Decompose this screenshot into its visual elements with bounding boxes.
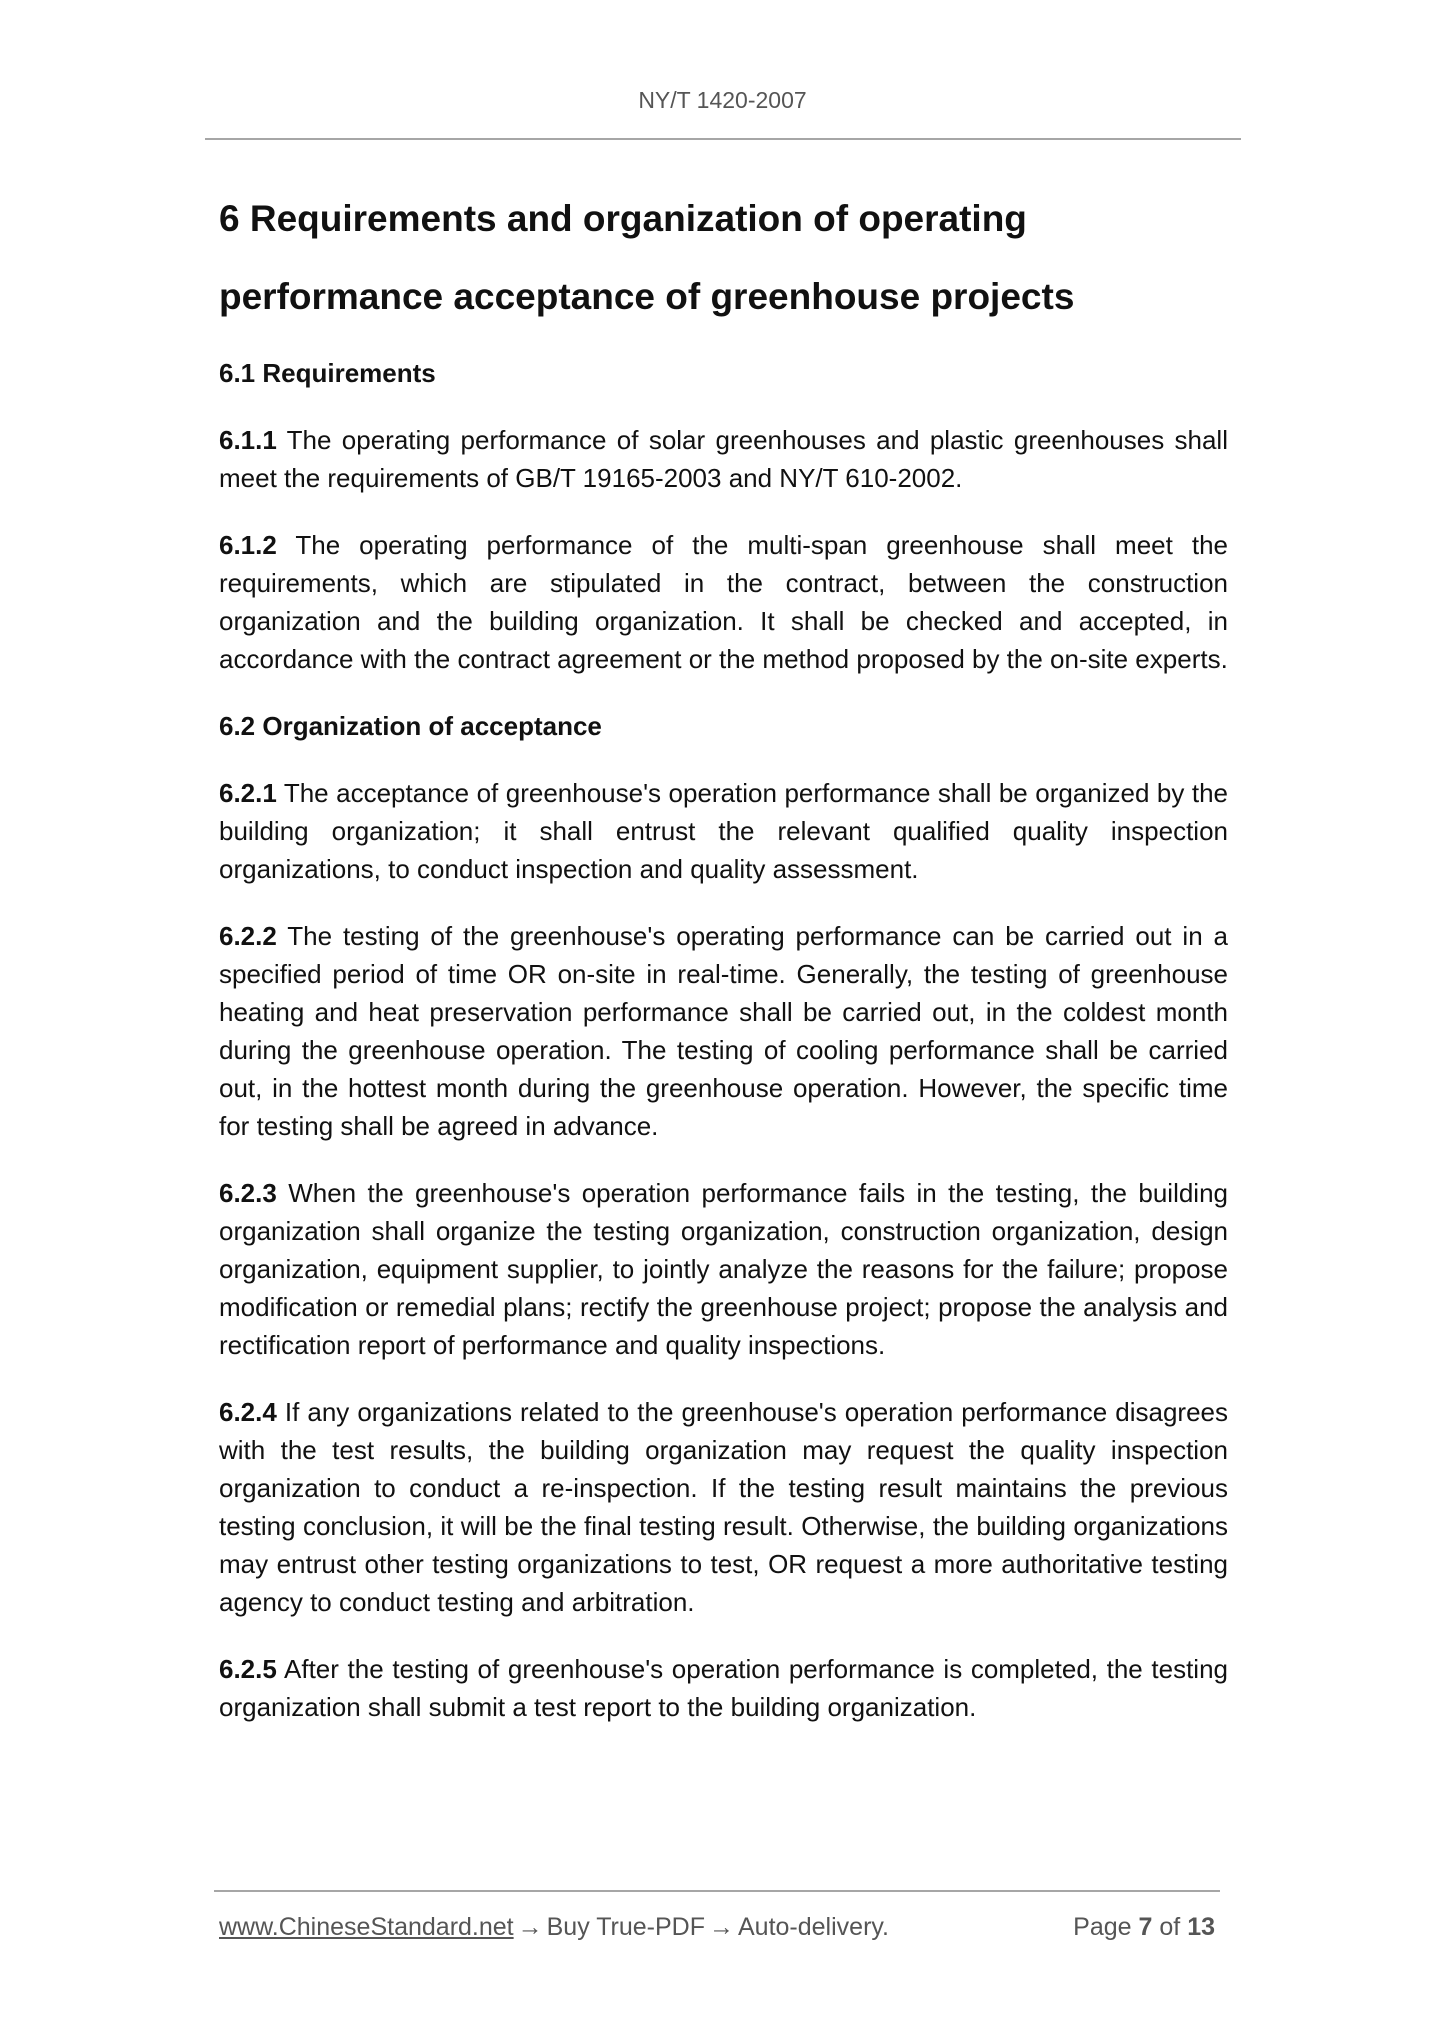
footer-step-buy: Buy True-PDF bbox=[546, 1913, 705, 1941]
clause-text: The operating performance of solar greenhouses and plastic greenhouses shall meet the requirements of GB/T 19165-2003 and NY/T 610-2002. bbox=[219, 425, 1228, 493]
arrow-right-icon: → bbox=[517, 1913, 543, 1941]
clause-number: 6.2.2 bbox=[219, 921, 277, 951]
page-of-label: of bbox=[1159, 1913, 1181, 1941]
clause-text: The acceptance of greenhouse's operation performance shall be organized by the building organization; it shall entrust the relevant qualified quality inspection organizations, to conduct inspection and quality assessment. bbox=[219, 778, 1228, 884]
footer-divider bbox=[214, 1890, 1220, 1892]
chapter-title-line2: performance acceptance of greenhouse projects bbox=[219, 276, 1075, 317]
clause-6-2-5 bbox=[219, 1650, 1228, 1726]
clause-6-2-2 bbox=[219, 917, 1228, 1145]
clause-text: If any organizations related to the greenhouse's operation performance disagrees with the test results, the building organization may request the quality inspection organization to conduct a re-inspection. If the testing result maintains the previous testing conclusion, it will be the final testing result. Otherwise, the building organizations may entrust other testing organizations to test, OR request a more authoritative testing agency to conduct testing and arbitration. bbox=[219, 1397, 1228, 1617]
page-label: Page bbox=[1073, 1913, 1132, 1941]
clause-6-1-2 bbox=[219, 526, 1228, 678]
website-link[interactable]: www.ChineseStandard.net bbox=[219, 1913, 514, 1941]
clause-number: 6.2.3 bbox=[219, 1178, 277, 1208]
running-header bbox=[0, 86, 1445, 114]
clause-6-2-1 bbox=[219, 774, 1228, 888]
clause-text: After the testing of greenhouse's operation performance is completed, the testing organization shall submit a test report to the building organization. bbox=[219, 1654, 1228, 1722]
page-number bbox=[1073, 1912, 1215, 1942]
footer-step-delivery: Auto-delivery. bbox=[738, 1913, 889, 1941]
clause-6-1-1 bbox=[219, 421, 1228, 497]
clause-number: 6.1.2 bbox=[219, 530, 277, 560]
page-current: 7 bbox=[1138, 1913, 1153, 1941]
clause-text: The testing of the greenhouse's operating performance can be carried out in a specified period of time OR on-site in real-time. Generally, the testing of greenhouse heating and heat preservation performance shall be carried out, in the coldest month during the greenhouse operation. The testing of cooling performance shall be carried out, in the hottest month during the greenhouse operation. However, the specific time for testing shall be agreed in advance. bbox=[219, 921, 1228, 1141]
arrow-right-icon: → bbox=[709, 1913, 734, 1941]
header-divider bbox=[205, 138, 1241, 140]
clause-number: 6.2.4 bbox=[219, 1397, 277, 1427]
section-title-6-2: 6.2 Organization of acceptance bbox=[219, 711, 602, 741]
clause-6-2-3 bbox=[219, 1174, 1228, 1364]
clause-6-2-4 bbox=[219, 1393, 1228, 1621]
chapter-title-line1: 6 Requirements and organization of operating bbox=[219, 198, 1027, 239]
clause-text: The operating performance of the multi-span greenhouse shall meet the requirements, which are stipulated in the contract, between the construction organization and the building organization. It shall be checked and accepted, in accordance with the contract agreement or the method proposed by the on-site experts. bbox=[219, 530, 1228, 674]
chapter-title bbox=[219, 180, 1228, 336]
section-title-6-1: 6.1 Requirements bbox=[219, 358, 436, 388]
footer-promo bbox=[219, 1912, 889, 1942]
page-total: 13 bbox=[1187, 1913, 1215, 1941]
clause-number: 6.1.1 bbox=[219, 425, 277, 455]
document-code: NY/T 1420-2007 bbox=[638, 87, 807, 113]
clause-text: When the greenhouse's operation performance fails in the testing, the building organization shall organize the testing organization, construction organization, design organization, equipment supplier, to jointly analyze the reasons for the failure; propose modification or remedial plans; rectify the greenhouse project; propose the analysis and rectification report of performance and quality inspections. bbox=[219, 1178, 1228, 1360]
page-content bbox=[219, 180, 1228, 1726]
clause-number: 6.2.5 bbox=[219, 1654, 277, 1684]
clause-number: 6.2.1 bbox=[219, 778, 277, 808]
